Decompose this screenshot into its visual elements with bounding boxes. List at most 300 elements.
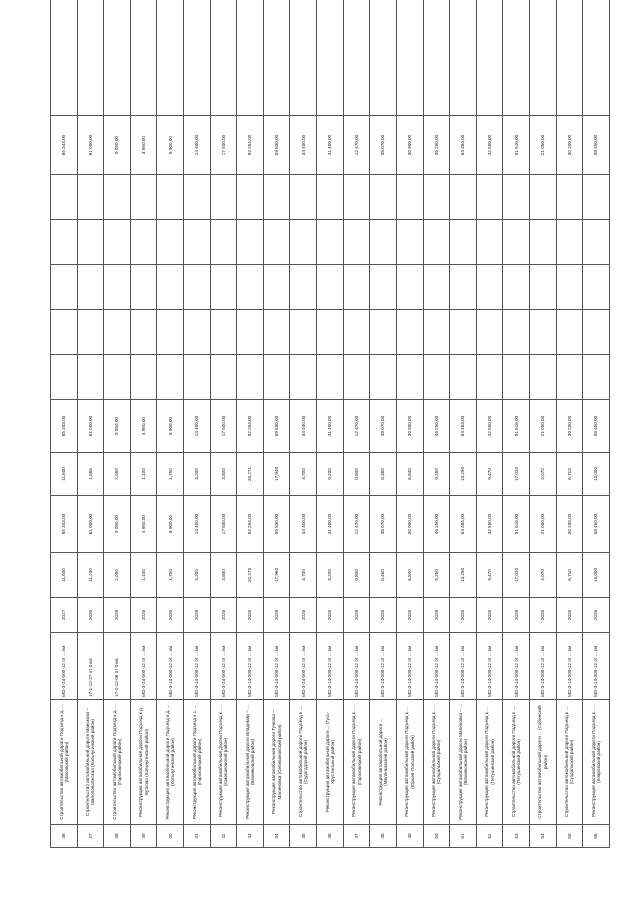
- value-cell-cost1: 17 500,00: [210, 496, 237, 553]
- empty-cell: [396, 175, 423, 220]
- value-cell-y: 2026: [210, 598, 237, 633]
- value-cell-len2: 6,840: [396, 453, 423, 496]
- value-cell-total: 4 950,00: [130, 116, 157, 175]
- value-cell-y: 2026: [237, 598, 264, 633]
- empty-cell: [130, 220, 157, 265]
- row-number-cell: 55: [556, 825, 583, 848]
- empty-cell: [423, 220, 450, 265]
- value-cell-total: 34 400,00: [290, 116, 317, 175]
- empty-cell: [370, 175, 397, 220]
- row-number-cell: 51: [450, 825, 477, 848]
- empty-cell: [210, 0, 237, 116]
- value-cell-len2: 11,600: [51, 453, 78, 496]
- empty-cell: [583, 175, 610, 220]
- value-cell-cost2: 30 900,00: [396, 400, 423, 453]
- value-cell-extra: [263, 355, 290, 400]
- location-code-cell: МО-3-14-000-12 от ... км: [130, 633, 157, 700]
- empty-cell: [476, 265, 503, 310]
- empty-cell: [104, 265, 131, 310]
- row-number-cell: 54: [529, 825, 556, 848]
- value-cell-y: 2026: [343, 598, 370, 633]
- value-cell-cost2: 41 400,00: [317, 400, 344, 453]
- empty-cell: [210, 220, 237, 265]
- empty-cell: [396, 0, 423, 116]
- row-number-cell: 42: [210, 825, 237, 848]
- empty-cell: [263, 220, 290, 265]
- table-row: [476, 0, 503, 848]
- value-cell-total: 9 050,00: [104, 116, 131, 175]
- value-cell-y: 2026: [396, 598, 423, 633]
- value-cell-total: 38 070,00: [370, 116, 397, 175]
- value-cell-len2: 0,800: [343, 453, 370, 496]
- empty-cell: [476, 175, 503, 220]
- value-cell-cost1: 58 450,00: [583, 496, 610, 553]
- value-cell-cost2: 8 900,00: [157, 400, 184, 453]
- empty-cell: [104, 0, 131, 116]
- value-cell-cost1: 46 250,00: [423, 496, 450, 553]
- value-cell-len2: 4,700: [290, 453, 317, 496]
- project-name-cell: Строительство автомобильной дороги Подъезд к ... (Судогодский район): [290, 700, 317, 825]
- row-number-cell: 41: [184, 825, 211, 848]
- empty-cell: [237, 265, 264, 310]
- location-code-cell: МО-3-14-000-12 от ... км: [423, 633, 450, 700]
- value-cell-cost1: 64 464,00: [450, 496, 477, 553]
- value-cell-len: 11,200: [77, 553, 104, 598]
- empty-cell: [343, 0, 370, 116]
- value-cell-len2: 1,100: [130, 453, 157, 496]
- location-code-cell: МО-3-14-000-12 от ... км: [450, 633, 477, 700]
- value-cell-cost2: 38 070,00: [370, 400, 397, 453]
- project-name-cell: Реконструкция автомобильной дороги Подъезд к ... (Ковровский район): [583, 700, 610, 825]
- value-cell-y: 2026: [503, 598, 530, 633]
- empty-cell: [157, 220, 184, 265]
- empty-cell: [77, 265, 104, 310]
- value-cell-len: 4,700: [290, 553, 317, 598]
- value-cell-cost1: 9 050,00: [104, 496, 131, 553]
- value-cell-total: 14 400,00: [184, 116, 211, 175]
- table-row: [529, 0, 556, 848]
- value-cell-y: 2026: [317, 598, 344, 633]
- value-cell-total: 61 000,00: [77, 116, 104, 175]
- empty-cell: [450, 220, 477, 265]
- empty-cell: [450, 175, 477, 220]
- value-cell-cost1: 12 470,00: [343, 496, 370, 553]
- empty-cell: [450, 0, 477, 116]
- project-name-cell: Реконструкция автомобильной дороги Подъезд к ... (Гороховецкий район): [343, 700, 370, 825]
- empty-cell: [157, 0, 184, 116]
- value-cell-total: 92 254,00: [237, 116, 264, 175]
- row-number-cell: 46: [317, 825, 344, 848]
- value-cell-cost1: 41 400,00: [317, 496, 344, 553]
- empty-cell: [51, 265, 78, 310]
- empty-cell: [423, 310, 450, 355]
- project-name-cell: Реконструкция автомобильной дороги Подъезд к ... (Петушинский район): [476, 700, 503, 825]
- value-cell-cost1: 8 900,00: [157, 496, 184, 553]
- row-number-cell: 36: [51, 825, 78, 848]
- value-cell-cost2: 4 950,00: [130, 400, 157, 453]
- empty-cell: [529, 220, 556, 265]
- value-cell-total: 30 900,00: [396, 116, 423, 175]
- value-cell-len2: 1,750: [157, 453, 184, 496]
- empty-cell: [583, 220, 610, 265]
- value-cell-total: 12 470,00: [343, 116, 370, 175]
- value-cell-len: 9,250: [423, 553, 450, 598]
- project-name-cell: Строительство автомобильной дороги Подъезд к ... (Петушинский район): [503, 700, 530, 825]
- value-cell-extra: [77, 355, 104, 400]
- location-code-cell: МО-3-14-000-12 от ... км: [370, 633, 397, 700]
- empty-cell: [503, 265, 530, 310]
- table-row: [263, 0, 290, 848]
- value-cell-len: 6,840: [396, 553, 423, 598]
- empty-cell: [423, 175, 450, 220]
- table-row: [343, 0, 370, 848]
- empty-cell: [503, 310, 530, 355]
- empty-cell: [77, 220, 104, 265]
- project-name-cell: Реконструкция автомобильной дороги Малиновка – ... (Вязниковский район): [450, 700, 477, 825]
- value-cell-len: 0,800: [343, 553, 370, 598]
- value-cell-total: 42 550,00: [476, 116, 503, 175]
- empty-cell: [290, 220, 317, 265]
- value-cell-cost1: 65 343,00: [51, 496, 78, 553]
- row-number-cell: 44: [263, 825, 290, 848]
- location-code-cell: 17-1-12-27 от 0 км: [77, 633, 104, 700]
- value-cell-y: 2027: [51, 598, 78, 633]
- value-cell-cost1: 30 900,00: [396, 496, 423, 553]
- empty-cell: [556, 310, 583, 355]
- empty-cell: [184, 310, 211, 355]
- empty-cell: [130, 175, 157, 220]
- value-cell-cost1: 14 400,00: [184, 496, 211, 553]
- row-number-cell: 40: [157, 825, 184, 848]
- empty-cell: [77, 310, 104, 355]
- value-cell-extra: [343, 355, 370, 400]
- empty-cell: [503, 220, 530, 265]
- location-code-cell: МО-3-14-000-12 от ... км: [157, 633, 184, 700]
- value-cell-extra: [503, 355, 530, 400]
- value-cell-total: 65 343,00: [51, 116, 78, 175]
- location-code-cell: МО-3-14-000-12 от ... км: [210, 633, 237, 700]
- value-cell-len: 2,050: [104, 553, 131, 598]
- value-cell-len2: 8,460: [370, 453, 397, 496]
- empty-cell: [317, 265, 344, 310]
- empty-cell: [263, 175, 290, 220]
- value-cell-extra: [104, 355, 131, 400]
- project-name-cell: Реконструкция автомобильной дороги Подъезд к д. Бутково (Кольчугинский район): [130, 700, 157, 825]
- value-cell-extra: [476, 355, 503, 400]
- empty-cell: [529, 310, 556, 355]
- value-cell-total: 59 830,00: [263, 116, 290, 175]
- value-cell-y: 2026: [450, 598, 477, 633]
- table-row: [450, 0, 477, 848]
- value-cell-total: 91 516,00: [503, 116, 530, 175]
- empty-cell: [476, 0, 503, 116]
- location-code-cell: МО-3-14-000-12 от ... км: [583, 633, 610, 700]
- value-cell-len: 4,070: [529, 553, 556, 598]
- location-code-cell: МО-3-14-000-12 от ... км: [317, 633, 344, 700]
- value-cell-cost1: 30 200,00: [556, 496, 583, 553]
- value-cell-len2: 20,271: [237, 453, 264, 496]
- value-cell-len: 8,460: [370, 553, 397, 598]
- value-cell-cost2: 17 500,00: [210, 400, 237, 453]
- value-cell-extra: [529, 355, 556, 400]
- location-code-cell: МО-3-14-000-12 от ... км: [503, 633, 530, 700]
- value-cell-len: 3,200: [184, 553, 211, 598]
- value-cell-extra: [423, 355, 450, 400]
- empty-cell: [396, 220, 423, 265]
- empty-cell: [529, 265, 556, 310]
- location-code-cell: МО-3-14-000-12 от ... км: [476, 633, 503, 700]
- empty-cell: [317, 220, 344, 265]
- value-cell-extra: [210, 355, 237, 400]
- empty-cell: [583, 265, 610, 310]
- value-cell-y: 2026: [529, 598, 556, 633]
- empty-cell: [370, 220, 397, 265]
- empty-cell: [476, 220, 503, 265]
- value-cell-len2: 1,565: [77, 453, 104, 496]
- empty-cell: [263, 265, 290, 310]
- empty-cell: [184, 265, 211, 310]
- value-cell-len2: 6,710: [556, 453, 583, 496]
- value-cell-cost2: 14 400,00: [184, 400, 211, 453]
- table-body: [51, 0, 610, 848]
- table-row: [184, 0, 211, 848]
- location-code-cell: МО-3-14-000-12 от ... км: [556, 633, 583, 700]
- table-row: [370, 0, 397, 848]
- table-row: [237, 0, 264, 848]
- value-cell-total: 17 500,00: [210, 116, 237, 175]
- row-number-cell: 43: [237, 825, 264, 848]
- location-code-cell: МО-3-14-000-12 от ... км: [343, 633, 370, 700]
- table-row: [77, 0, 104, 848]
- empty-cell: [237, 310, 264, 355]
- value-cell-total: 64 464,00: [450, 116, 477, 175]
- table-row: [423, 0, 450, 848]
- project-name-cell: Строительство автомобильной дороги Маньково – Малоповолжская (Кольчугинский район): [77, 700, 104, 825]
- value-cell-cost2: 59 830,00: [263, 400, 290, 453]
- value-cell-cost1: 38 070,00: [370, 496, 397, 553]
- table-row: [210, 0, 237, 848]
- value-cell-cost2: 92 254,00: [237, 400, 264, 453]
- empty-cell: [317, 310, 344, 355]
- empty-cell: [317, 175, 344, 220]
- project-name-cell: Реконструкция автомобильной дороги ... (Гусь-Хрустальный район): [317, 700, 344, 825]
- value-cell-len: 13,000: [583, 553, 610, 598]
- empty-cell: [104, 175, 131, 220]
- value-cell-len: 13,290: [450, 553, 477, 598]
- empty-cell: [237, 220, 264, 265]
- empty-cell: [130, 310, 157, 355]
- empty-cell: [529, 0, 556, 116]
- value-cell-cost1: 42 550,00: [476, 496, 503, 553]
- value-cell-y: 2026: [184, 598, 211, 633]
- value-cell-len: 9,470: [476, 553, 503, 598]
- value-cell-total: 21 050,00: [529, 116, 556, 175]
- location-code-cell: МО-3-14-000-12 от ... км: [263, 633, 290, 700]
- project-name-cell: Реконструкция автомобильной дороги Подъезд к ... (Камешковский район): [210, 700, 237, 825]
- value-cell-y: 2026: [476, 598, 503, 633]
- value-cell-len: 11,600: [51, 553, 78, 598]
- empty-cell: [77, 0, 104, 116]
- empty-cell: [263, 0, 290, 116]
- value-cell-total: 46 250,00: [423, 116, 450, 175]
- value-cell-cost2: 64 464,00: [450, 400, 477, 453]
- row-number-cell: 47: [343, 825, 370, 848]
- value-cell-y: 2026: [77, 598, 104, 633]
- empty-cell: [396, 265, 423, 310]
- table-row: [503, 0, 530, 848]
- project-name-cell: Реконструкция автомобильной дороги Подъезд к ... (Юрьев-Польский район): [396, 700, 423, 825]
- row-number-cell: 52: [476, 825, 503, 848]
- empty-cell: [51, 220, 78, 265]
- value-cell-y: 2026: [157, 598, 184, 633]
- empty-cell: [529, 175, 556, 220]
- value-cell-cost1: 61 000,00: [77, 496, 104, 553]
- value-cell-len2: 3,800: [210, 453, 237, 496]
- empty-cell: [450, 265, 477, 310]
- value-cell-extra: [556, 355, 583, 400]
- table-row: [556, 0, 583, 848]
- value-cell-len2: 9,200: [317, 453, 344, 496]
- row-number-cell: 49: [396, 825, 423, 848]
- empty-cell: [503, 0, 530, 116]
- row-number-cell: 38: [104, 825, 131, 848]
- value-cell-cost2: 30 200,00: [556, 400, 583, 453]
- value-cell-len2: 2,050: [104, 453, 131, 496]
- value-cell-extra: [370, 355, 397, 400]
- empty-cell: [184, 175, 211, 220]
- location-code-cell: МО-3-14-000-12 от ... км: [290, 633, 317, 700]
- value-cell-len2: 3,200: [184, 453, 211, 496]
- value-cell-y: 2026: [556, 598, 583, 633]
- value-cell-total: 41 400,00: [317, 116, 344, 175]
- value-cell-extra: [290, 355, 317, 400]
- value-cell-y: 2026: [104, 598, 131, 633]
- empty-cell: [290, 0, 317, 116]
- empty-cell: [450, 310, 477, 355]
- value-cell-len: 20,273: [237, 553, 264, 598]
- project-name-cell: Строительство автомобильной дороги ... (Собинский район): [529, 700, 556, 825]
- empty-cell: [290, 265, 317, 310]
- project-name-cell: Реконструкция автомобильной дороги Подъезд к с. ... (Гороховецкий район): [184, 700, 211, 825]
- empty-cell: [396, 310, 423, 355]
- value-cell-len2: 9,470: [476, 453, 503, 496]
- value-cell-extra: [450, 355, 477, 400]
- location-code-cell: МО-3-14-000-12 от ... км: [237, 633, 264, 700]
- empty-cell: [343, 310, 370, 355]
- empty-cell: [583, 310, 610, 355]
- value-cell-cost2: 21 050,00: [529, 400, 556, 453]
- table-row: [317, 0, 344, 848]
- location-code-cell: 17-2-12-06 от 0 км: [104, 633, 131, 700]
- value-cell-extra: [396, 355, 423, 400]
- value-cell-cost1: 34 400,00: [290, 496, 317, 553]
- value-cell-len: 17,960: [263, 553, 290, 598]
- empty-cell: [157, 265, 184, 310]
- empty-cell: [104, 220, 131, 265]
- value-cell-len2: 17,948: [263, 453, 290, 496]
- row-number-cell: 56: [583, 825, 610, 848]
- empty-cell: [343, 265, 370, 310]
- project-name-cell: Реконструкция автомобильной дороги ... (Меленковский район): [370, 700, 397, 825]
- value-cell-cost2: 58 450,00: [583, 400, 610, 453]
- project-name-cell: Реконструкция автомобильной дороги Подъезд к д. ... (Кольчугинский район): [157, 700, 184, 825]
- location-code-cell: МО-3-14-000-12 от ... км: [51, 633, 78, 700]
- location-code-cell: МО-3-14-000-12 от ... км: [529, 633, 556, 700]
- empty-cell: [130, 265, 157, 310]
- empty-cell: [290, 175, 317, 220]
- value-cell-y: 2026: [583, 598, 610, 633]
- value-cell-cost1: 4 950,00: [130, 496, 157, 553]
- value-cell-len: 1,750: [157, 553, 184, 598]
- value-cell-len2: 13,290: [450, 453, 477, 496]
- row-number-cell: 37: [77, 825, 104, 848]
- empty-cell: [370, 310, 397, 355]
- empty-cell: [556, 265, 583, 310]
- row-number-cell: 45: [290, 825, 317, 848]
- value-cell-total: 58 450,00: [583, 116, 610, 175]
- value-cell-cost1: 21 050,00: [529, 496, 556, 553]
- empty-cell: [370, 0, 397, 116]
- value-cell-len: 9,200: [317, 553, 344, 598]
- row-number-cell: 50: [423, 825, 450, 848]
- empty-cell: [77, 175, 104, 220]
- empty-cell: [263, 310, 290, 355]
- value-cell-cost1: 59 830,00: [263, 496, 290, 553]
- value-cell-cost1: 91 516,00: [503, 496, 530, 553]
- project-name-cell: Строительство автомобильной дороги Подъезд к д. ... (Маловский район): [51, 700, 78, 825]
- value-cell-cost2: 46 250,00: [423, 400, 450, 453]
- project-name-cell: Строительство автомобильной дороги Подъезд к д. ... (Гороховецкий район): [104, 700, 131, 825]
- empty-cell: [51, 175, 78, 220]
- table-row: [290, 0, 317, 848]
- value-cell-total: 30 200,00: [556, 116, 583, 175]
- value-cell-len: 17,020: [503, 553, 530, 598]
- value-cell-cost2: 61 000,00: [77, 400, 104, 453]
- location-code-cell: МО-3-14-000-12 от ... км: [184, 633, 211, 700]
- table-row: [130, 0, 157, 848]
- table-row: [396, 0, 423, 848]
- empty-cell: [184, 220, 211, 265]
- empty-cell: [423, 0, 450, 116]
- value-cell-len2: 4,070: [529, 453, 556, 496]
- value-cell-y: 2026: [370, 598, 397, 633]
- empty-cell: [343, 175, 370, 220]
- value-cell-y: 2026: [130, 598, 157, 633]
- value-cell-len: 1,100: [130, 553, 157, 598]
- row-number-cell: 48: [370, 825, 397, 848]
- value-cell-cost2: 42 550,00: [476, 400, 503, 453]
- value-cell-extra: [157, 355, 184, 400]
- empty-cell: [370, 265, 397, 310]
- empty-cell: [237, 0, 264, 116]
- table-row: [51, 0, 78, 848]
- value-cell-len: 6,710: [556, 553, 583, 598]
- empty-cell: [423, 265, 450, 310]
- empty-cell: [556, 175, 583, 220]
- value-cell-cost2: 91 516,00: [503, 400, 530, 453]
- location-code-cell: МО-3-14-000-12 от ... км: [396, 633, 423, 700]
- empty-cell: [210, 175, 237, 220]
- value-cell-cost2: 9 050,00: [104, 400, 131, 453]
- project-name-cell: Реконструкция автомобильной дороги Владимир – ... (Вязниковский район): [237, 700, 264, 825]
- empty-cell: [583, 0, 610, 116]
- value-cell-total: 8 900,00: [157, 116, 184, 175]
- row-number-cell: 53: [503, 825, 530, 848]
- empty-cell: [556, 220, 583, 265]
- table-row: [583, 0, 610, 848]
- empty-cell: [184, 0, 211, 116]
- value-cell-len2: 9,250: [423, 453, 450, 496]
